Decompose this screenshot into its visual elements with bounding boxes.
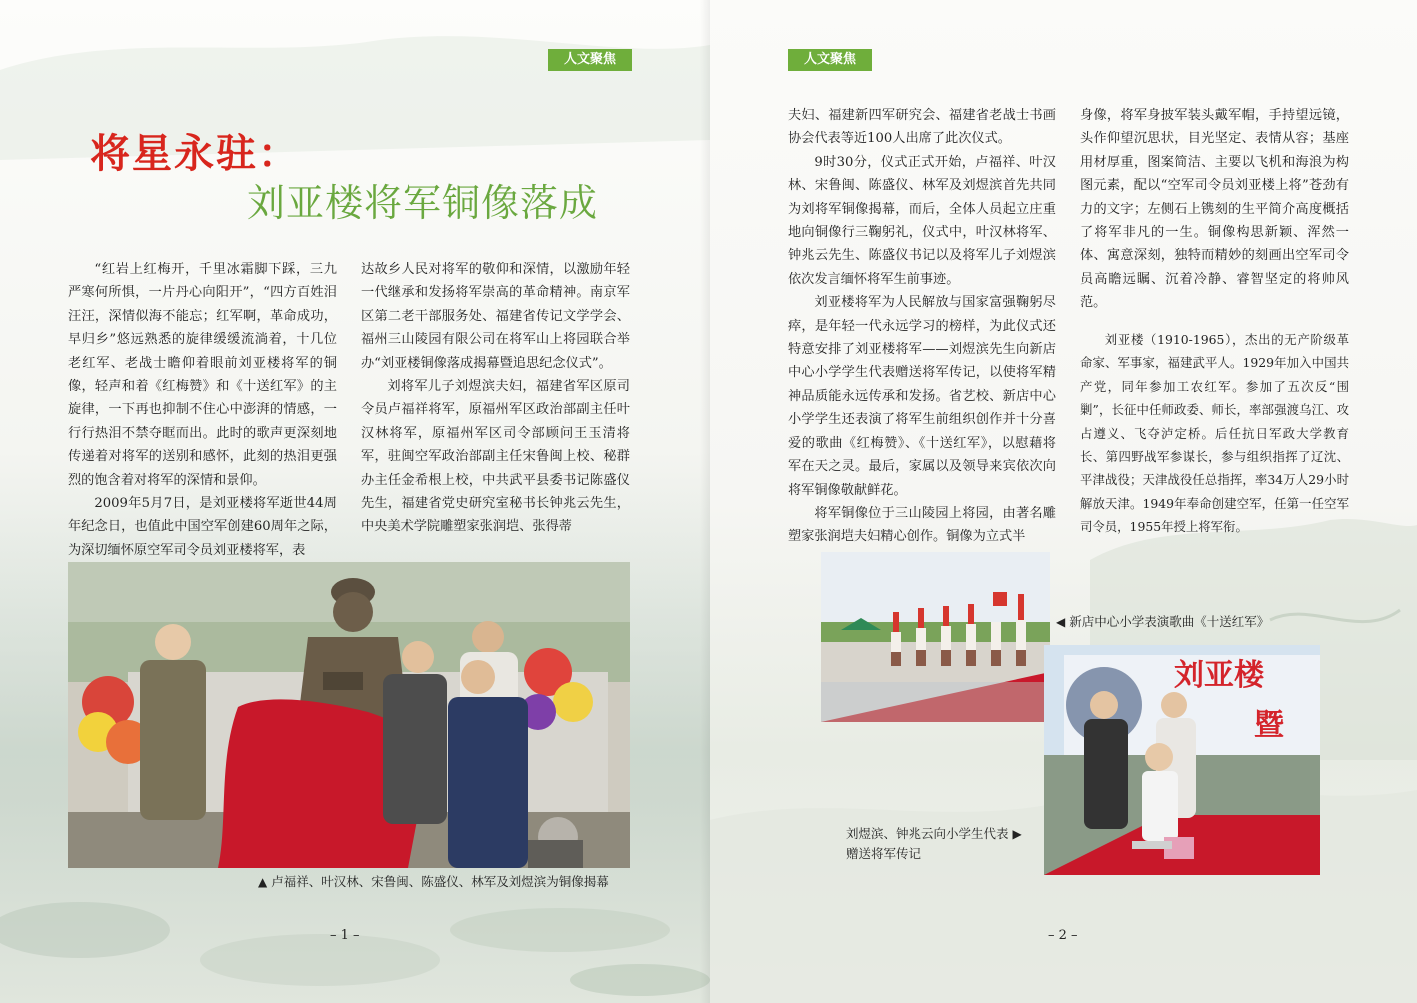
banner-text: 刘亚楼 — [1174, 658, 1264, 693]
banner-text-2: 暨 — [1254, 708, 1284, 743]
page1-column-2 — [361, 258, 630, 539]
book-presentation-illustration — [1044, 645, 1320, 875]
page-right — [710, 0, 1417, 1003]
paragraph: 达故乡人民对将军的敬仰和深情，以激励年轻一代继承和发扬将军崇高的革命精神。南京军区第二老干部服务处、福建省传记文学学会、福州三山陵园有限公司在将军山上将园联合举办“刘亚楼铜像落成揭幕暨追思纪念仪式”。 — [361, 262, 630, 371]
photo-students-performing — [821, 552, 1050, 722]
article-title-main: 将星永驻： — [90, 130, 300, 177]
students-performing-illustration — [821, 552, 1050, 722]
caption-text: 卢福祥、叶汉林、宋鲁闽、陈盛仪、林军及刘煜滨为铜像揭幕 — [271, 874, 609, 889]
page2-column-1 — [788, 104, 1056, 549]
paragraph: 9时30分，仪式正式开始，卢福祥、叶汉林、宋鲁闽、陈盛仪、林军及刘煜滨首先共同为刘将军铜像揭幕，而后，全体人员起立庄重地向铜像行三鞠躬礼，仪式中，叶汉林将军、钟兆云先生、陈盛仪书记以及将军儿子刘煜滨依次发言缅怀将军生前事迹。 — [788, 154, 1056, 287]
triangle-up-icon: ▲ — [258, 875, 268, 889]
caption-text: 刘煜滨、钟兆云向小学生代表 — [846, 826, 1009, 841]
page-number-2: – 2 – — [1048, 928, 1078, 943]
paragraph: “红岩上红梅开，千里冰霜脚下踩，三九严寒何所惧，一片丹心向阳开”，“四方百姓泪汪汪，深情似海不能忘；红军啊，革命成功，早归乡”悠远熟悉的旋律缓缓流淌着，十几位老红军、老战士瞻仰着眼前刘亚楼将军的铜像，轻声和着《红梅赞》和《十送红军》的主旋律，一下再也抑制不住心中澎湃的情感，一行行热泪不禁夺眶而出。此时的歌声更深刻地传递着对将军的送别和感怀，此刻的热泪更强烈的饱含着对将军的深情和景仰。 — [68, 262, 337, 488]
page1-column-1 — [68, 258, 337, 562]
triangle-right-icon: ▶ — [1012, 827, 1022, 841]
paragraph: 刘将军儿子刘煜滨夫妇，福建省军区原司令员卢福祥将军，原福州军区政治部副主任叶汉林将军，原福州军区司令部顾问王玉清将军，驻闽空军政治部副主任宋鲁闽上校、秘群办主任金希根上校，中共武平县委书记陈盛仪先生，福建省党史研究室秘书长钟兆云先生，中央美术学院雕塑家张润垲、张得蒂 — [361, 379, 630, 535]
triangle-left-icon: ◀ — [1056, 615, 1066, 629]
biography-box: 刘亚楼（1910-1965），杰出的无产阶级革命家、军事家，福建武平人。1929年加入中国共产党，同年参加工农红军。参加了五次反“围剿”，长征中任师政委、师长，率部强渡乌江、攻占遵义、飞夺泸定桥。后任抗日军政大学教育长、第四野战军参谋长，参与组织指挥了辽沈、平津战役；天津战役任总指挥，率34万人29小时解放天津。1949年奉命创建空军，任第一任空军司令员，1955年授上将军衔。 — [1080, 332, 1349, 535]
paragraph: 将军铜像位于三山陵园上将园，由著名雕塑家张润垲夫妇精心创作。铜像为立式半 — [788, 505, 1056, 545]
statue-unveiling-illustration — [68, 562, 630, 868]
page2-column-2 — [1080, 104, 1349, 315]
caption-text: 赠送将军传记 — [846, 846, 922, 861]
section-tag: 人文聚焦 — [788, 49, 872, 71]
paragraph: 夫妇、福建新四军研究会、福建省老战士书画协会代表等近100人出席了此次仪式。 — [788, 108, 1056, 147]
photo-caption-presentation — [846, 824, 1022, 864]
article-title-sub: 刘亚楼将军铜像落成 — [247, 181, 599, 225]
photo-caption-performing — [1056, 612, 1269, 630]
photo-book-presentation — [1044, 645, 1320, 875]
paragraph: 2009年5月7日，是刘亚楼将军逝世44周年纪念日，也值此中国空军创建60周年之际，为深切缅怀原空军司令员刘亚楼将军，表 — [68, 496, 337, 558]
paragraph: 身像，将军身披军装头戴军帽，手持望远镜，头作仰望沉思状，目光坚定、表情从容；基座用材厚重，图案简洁、主要以飞机和海浪为构图元素，配以“空军司令员刘亚楼上将”苍劲有力的文字；左侧石上镌刻的生平简介高度概括了将军非凡的一生。铜像构思新颖、浑然一体、寓意深刻，独特而精妙的刻画出空军司令员高瞻远瞩、沉着冷静、睿智坚定的将帅风范。 — [1080, 108, 1349, 311]
photo-caption-left — [258, 872, 609, 890]
paragraph: 刘亚楼将军为人民解放与国家富强鞠躬尽瘁，是年轻一代永远学习的榜样，为此仪式还特意安排了刘亚楼将军——刘煜滨先生向新店中心小学学生代表赠送将军传记，以使将军精神品质能永远传承和发扬。省艺校、新店中心小学学生还表演了将军生前组织创作并十分喜爱的歌曲《红梅赞》、《十送红军》，以慰藉将军在天之灵。最后，家属以及领导来宾依次向将军铜像敬献鲜花。 — [788, 295, 1056, 498]
caption-text: 新店中心小学表演歌曲《十送红军》 — [1069, 614, 1270, 629]
section-tag: 人文聚焦 — [548, 49, 632, 71]
page-number-1: – 1 – — [330, 928, 360, 943]
photo-statue-unveiling — [68, 562, 630, 868]
